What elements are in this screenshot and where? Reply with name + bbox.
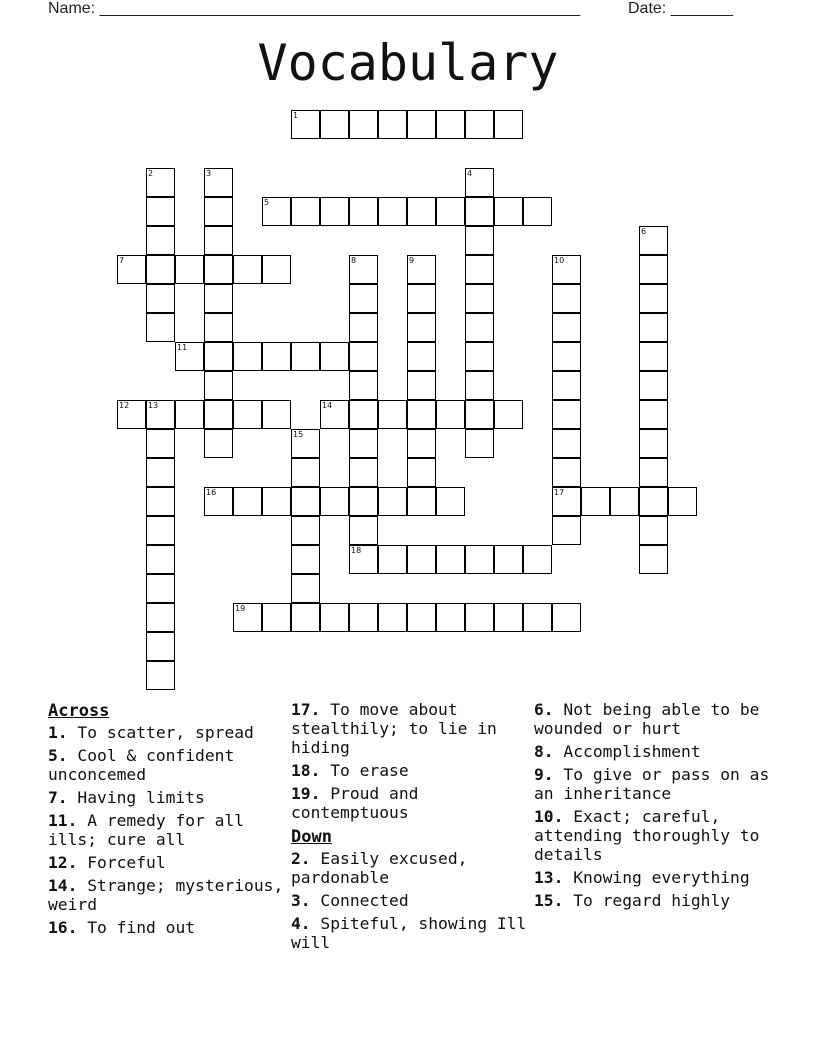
grid-cell[interactable] <box>552 429 581 458</box>
grid-cell[interactable] <box>233 487 262 516</box>
grid-cell[interactable] <box>552 603 581 632</box>
grid-cell[interactable] <box>639 342 668 371</box>
clue-number: 9 <box>409 256 415 265</box>
grid-cell[interactable] <box>378 400 407 429</box>
grid-cell[interactable] <box>407 487 436 516</box>
grid-cell[interactable] <box>610 487 639 516</box>
grid-cell[interactable] <box>320 197 349 226</box>
grid-cell[interactable] <box>291 516 320 545</box>
grid-cell[interactable] <box>262 400 291 429</box>
grid-cell[interactable] <box>407 400 436 429</box>
grid-cell[interactable] <box>349 487 378 516</box>
clue-number-label: 18. <box>291 761 321 780</box>
clue-number-label: 11. <box>48 811 78 830</box>
clue-text: To regard highly <box>563 891 731 910</box>
grid-cell[interactable] <box>233 342 262 371</box>
grid-cell[interactable] <box>146 487 175 516</box>
grid-cell[interactable] <box>494 110 523 139</box>
grid-cell[interactable] <box>349 516 378 545</box>
page-title: Vocabulary <box>257 34 559 92</box>
grid-cell[interactable] <box>407 197 436 226</box>
clue-number-label: 8. <box>534 742 554 761</box>
grid-cell[interactable] <box>204 429 233 458</box>
across-clue <box>291 761 527 780</box>
grid-cell[interactable] <box>378 487 407 516</box>
clue-number: 5 <box>264 198 270 207</box>
clue-text: Not being able to be wounded or hurt <box>534 700 760 738</box>
clue-number-label: 12. <box>48 853 78 872</box>
grid-cell[interactable] <box>349 603 378 632</box>
clue-number: 8 <box>351 256 357 265</box>
clue-number: 2 <box>148 169 154 178</box>
clue-text: Forceful <box>77 853 166 872</box>
grid-cell[interactable] <box>436 545 465 574</box>
down-clues-column <box>534 700 774 914</box>
grid-cell[interactable] <box>639 516 668 545</box>
grid-cell[interactable] <box>436 197 465 226</box>
clue-number: 6 <box>641 227 647 236</box>
clue-number-label: 15. <box>534 891 564 910</box>
grid-cell[interactable] <box>465 284 494 313</box>
clue-text: Easily excused, pardonable <box>291 849 468 887</box>
clue-text: Connected <box>310 891 409 910</box>
grid-cell[interactable] <box>639 487 668 516</box>
grid-cell[interactable] <box>465 400 494 429</box>
clue-text: Cool & confident unconcemed <box>48 746 235 784</box>
clue-number-label: 14. <box>48 876 78 895</box>
grid-cell[interactable] <box>552 371 581 400</box>
grid-cell[interactable] <box>436 110 465 139</box>
grid-cell[interactable] <box>494 603 523 632</box>
grid-cell[interactable] <box>320 110 349 139</box>
grid-cell[interactable] <box>233 255 262 284</box>
down-clue <box>291 849 527 887</box>
clue-number: 10 <box>554 256 565 265</box>
grid-cell[interactable] <box>146 516 175 545</box>
grid-cell[interactable] <box>465 429 494 458</box>
grid-cell[interactable] <box>639 255 668 284</box>
clue-number-label: 9. <box>534 765 554 784</box>
grid-cell[interactable] <box>204 400 233 429</box>
grid-cell[interactable] <box>146 284 175 313</box>
grid-cell[interactable] <box>378 603 407 632</box>
grid-cell[interactable] <box>639 313 668 342</box>
down-clue <box>534 868 774 887</box>
grid-cell[interactable] <box>552 400 581 429</box>
across-clue <box>48 723 284 742</box>
down-clue <box>534 742 774 761</box>
down-clue <box>291 914 527 952</box>
clue-number: 7 <box>119 256 125 265</box>
grid-cell[interactable] <box>146 545 175 574</box>
grid-cell[interactable] <box>262 603 291 632</box>
down-clue <box>534 700 774 738</box>
across-clue-list <box>48 723 284 937</box>
grid-cell[interactable] <box>494 197 523 226</box>
clue-number-label: 2. <box>291 849 311 868</box>
grid-cell[interactable] <box>639 400 668 429</box>
grid-cell[interactable] <box>465 110 494 139</box>
grid-cell[interactable] <box>349 284 378 313</box>
grid-cell[interactable] <box>349 197 378 226</box>
grid-cell[interactable] <box>291 574 320 603</box>
grid-cell[interactable] <box>262 255 291 284</box>
grid-cell[interactable] <box>378 110 407 139</box>
grid-cell[interactable] <box>436 400 465 429</box>
across-clue <box>48 811 284 849</box>
clue-text: To find out <box>77 918 196 937</box>
grid-cell[interactable] <box>291 197 320 226</box>
grid-cell[interactable] <box>349 313 378 342</box>
grid-cell[interactable] <box>320 342 349 371</box>
grid-cell[interactable] <box>349 400 378 429</box>
clue-number-label: 6. <box>534 700 554 719</box>
date-field-label: Date: _______ <box>628 0 733 17</box>
grid-cell[interactable] <box>349 110 378 139</box>
across-clue <box>291 700 527 757</box>
grid-cell[interactable] <box>378 197 407 226</box>
grid-cell[interactable] <box>146 429 175 458</box>
grid-cell[interactable] <box>175 400 204 429</box>
grid-cell[interactable] <box>378 545 407 574</box>
across-down-column <box>291 700 527 956</box>
grid-cell[interactable] <box>465 197 494 226</box>
grid-cell[interactable] <box>146 632 175 661</box>
clue-text: Spiteful, showing Ill will <box>291 914 527 952</box>
grid-cell[interactable] <box>465 226 494 255</box>
grid-cell[interactable] <box>146 313 175 342</box>
down-clue <box>534 807 774 864</box>
grid-cell[interactable] <box>465 342 494 371</box>
grid-cell[interactable] <box>204 371 233 400</box>
grid-cell[interactable] <box>349 342 378 371</box>
grid-cell[interactable] <box>291 603 320 632</box>
grid-cell[interactable] <box>291 342 320 371</box>
grid-cell[interactable] <box>639 284 668 313</box>
grid-cell[interactable] <box>291 458 320 487</box>
clue-number: 17 <box>554 488 565 497</box>
grid-cell[interactable] <box>465 255 494 284</box>
grid-cell[interactable] <box>146 603 175 632</box>
grid-cell[interactable] <box>407 371 436 400</box>
grid-cell[interactable] <box>204 255 233 284</box>
grid-cell[interactable] <box>639 429 668 458</box>
grid-cell[interactable] <box>407 545 436 574</box>
across-clue <box>48 746 284 784</box>
clue-number-label: 1. <box>48 723 68 742</box>
clue-text: Having limits <box>67 788 205 807</box>
clue-number-label: 13. <box>534 868 564 887</box>
grid-cell[interactable] <box>146 197 175 226</box>
clue-text: To give or pass on as an inheritance <box>534 765 770 803</box>
grid-cell[interactable] <box>291 545 320 574</box>
grid-cell[interactable] <box>494 545 523 574</box>
clue-text: Strange; mysterious, weird <box>48 876 284 914</box>
grid-cell[interactable] <box>407 458 436 487</box>
grid-cell[interactable] <box>523 545 552 574</box>
name-field-label: Name: ______________________________________________________ <box>48 0 581 17</box>
grid-cell[interactable] <box>436 603 465 632</box>
down-clue-list-continued <box>534 700 774 910</box>
clue-text: Knowing everything <box>563 868 750 887</box>
clue-number: 11 <box>177 343 188 352</box>
clue-number: 15 <box>293 430 304 439</box>
across-clue-list-continued <box>291 700 527 822</box>
grid-cell[interactable] <box>204 342 233 371</box>
grid-cell[interactable] <box>407 429 436 458</box>
grid-cell[interactable] <box>349 458 378 487</box>
grid-cell[interactable] <box>668 487 697 516</box>
grid-cell[interactable] <box>262 342 291 371</box>
grid-cell[interactable] <box>204 284 233 313</box>
clue-number: 14 <box>322 401 333 410</box>
clue-text: To scatter, spread <box>67 723 254 742</box>
grid-cell[interactable] <box>204 226 233 255</box>
down-clue <box>534 891 774 910</box>
clue-text: To erase <box>320 761 409 780</box>
grid-cell[interactable] <box>465 603 494 632</box>
grid-cell[interactable] <box>146 661 175 690</box>
grid-cell[interactable] <box>407 284 436 313</box>
across-clues-column <box>48 700 284 941</box>
clue-number-label: 5. <box>48 746 68 765</box>
grid-cell[interactable] <box>175 255 204 284</box>
clue-number: 3 <box>206 169 212 178</box>
grid-cell[interactable] <box>204 313 233 342</box>
grid-cell[interactable] <box>407 313 436 342</box>
grid-cell[interactable] <box>552 458 581 487</box>
across-heading: Across <box>48 701 110 721</box>
grid-cell[interactable] <box>320 603 349 632</box>
clue-number: 16 <box>206 488 217 497</box>
grid-cell[interactable] <box>581 487 610 516</box>
across-clue <box>291 784 527 822</box>
down-heading: Down <box>291 827 332 847</box>
grid-cell[interactable] <box>291 487 320 516</box>
clue-number: 12 <box>119 401 130 410</box>
clue-text: A remedy for all ills; cure all <box>48 811 245 849</box>
grid-cell[interactable] <box>552 284 581 313</box>
grid-cell[interactable] <box>552 516 581 545</box>
grid-cell[interactable] <box>465 371 494 400</box>
grid-cell[interactable] <box>523 197 552 226</box>
across-clue <box>48 788 284 807</box>
clue-text: Exact; careful, attending thoroughly to details <box>534 807 760 864</box>
clue-number: 19 <box>235 604 246 613</box>
clue-number-label: 4. <box>291 914 311 933</box>
grid-cell[interactable] <box>552 313 581 342</box>
grid-cell[interactable] <box>146 458 175 487</box>
clue-number-label: 3. <box>291 891 311 910</box>
grid-cell[interactable] <box>465 313 494 342</box>
grid-cell[interactable] <box>407 603 436 632</box>
clue-number-label: 16. <box>48 918 78 937</box>
grid-cell[interactable] <box>320 487 349 516</box>
grid-cell[interactable] <box>639 545 668 574</box>
grid-cell[interactable] <box>146 255 175 284</box>
grid-cell[interactable] <box>639 371 668 400</box>
grid-cell[interactable] <box>262 487 291 516</box>
grid-cell[interactable] <box>233 400 262 429</box>
grid-cell[interactable] <box>407 342 436 371</box>
clue-number-label: 17. <box>291 700 321 719</box>
across-clue <box>48 876 284 914</box>
grid-cell[interactable] <box>639 458 668 487</box>
grid-cell[interactable] <box>204 197 233 226</box>
clue-number: 18 <box>351 546 362 555</box>
clue-number: 1 <box>293 111 299 120</box>
grid-cell[interactable] <box>523 603 552 632</box>
grid-cell[interactable] <box>349 371 378 400</box>
across-clue <box>48 918 284 937</box>
grid-cell[interactable] <box>465 545 494 574</box>
grid-cell[interactable] <box>552 342 581 371</box>
grid-cell[interactable] <box>146 226 175 255</box>
clue-number: 4 <box>467 169 473 178</box>
down-clue <box>291 891 527 910</box>
clue-text: Accomplishment <box>553 742 701 761</box>
clue-number-label: 7. <box>48 788 68 807</box>
clue-number: 13 <box>148 401 159 410</box>
clue-number-label: 10. <box>534 807 564 826</box>
grid-cell[interactable] <box>436 487 465 516</box>
grid-cell[interactable] <box>146 574 175 603</box>
grid-cell[interactable] <box>349 429 378 458</box>
down-clue <box>534 765 774 803</box>
clue-number-label: 19. <box>291 784 321 803</box>
down-clue-list <box>291 849 527 952</box>
grid-cell[interactable] <box>494 400 523 429</box>
grid-cell[interactable] <box>407 110 436 139</box>
clue-text: To move about stealthily; to lie in hiding <box>291 700 497 757</box>
across-clue <box>48 853 284 872</box>
clue-text: Proud and contemptuous <box>291 784 419 822</box>
